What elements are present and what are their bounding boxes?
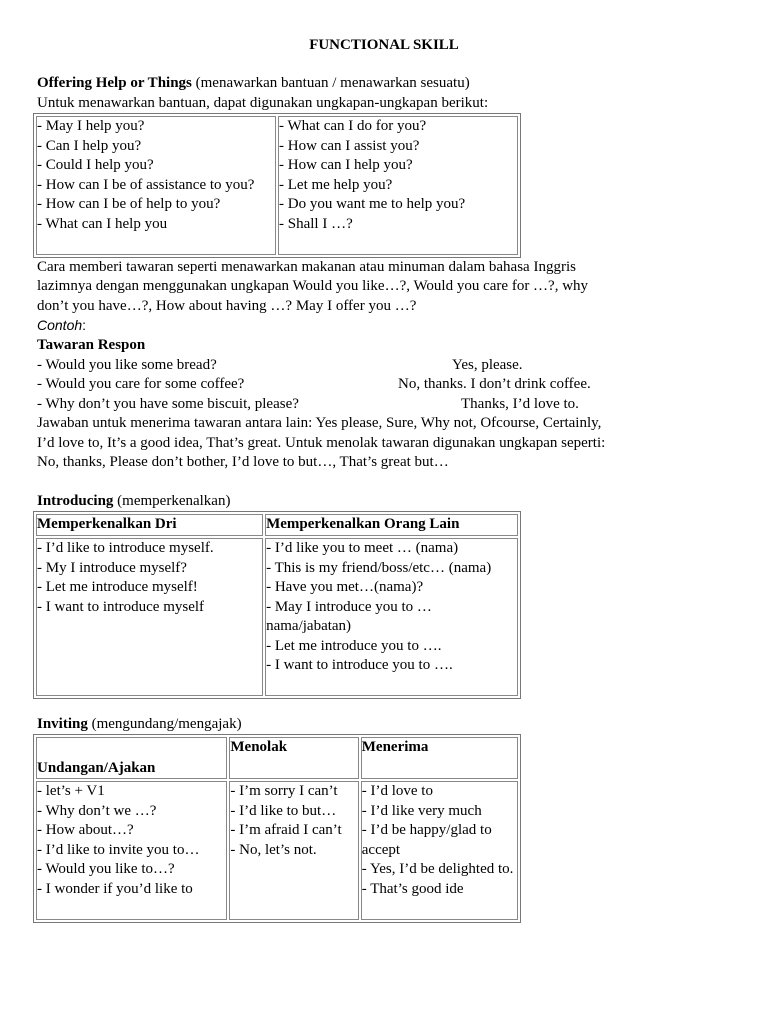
list-item: - I’d like to but… — [230, 802, 337, 819]
list-item: - Can I help you? — [37, 137, 142, 154]
inviting-heading-bold: Inviting — [37, 716, 88, 732]
list-item: - I’d like you to meet … (nama) — [266, 540, 459, 556]
inviting-heading — [37, 715, 242, 735]
answer-line-3: No, thanks, Please don’t bother, I’d love to but…, That’s great but… — [37, 454, 449, 470]
list-item: - I want to introduce you to …. — [266, 657, 453, 673]
offering-col1 — [36, 116, 276, 255]
introducing-heading-bold: Introducing — [37, 493, 114, 509]
list-item: - I wonder if you’d like to — [37, 880, 193, 897]
list-item: - Could I help you? — [37, 157, 154, 173]
example-response: No, thanks. I don’t drink coffee. — [398, 376, 591, 392]
example-offer: - Would you care for some coffee? — [37, 376, 245, 392]
inviting-col1-header: Undangan/Ajakan — [36, 737, 227, 779]
offering-table — [33, 113, 521, 258]
list-item: - Why don’t we …? — [37, 802, 157, 819]
list-item: - I’d like very much — [361, 802, 482, 819]
list-item: - How can I be of assistance to you? — [37, 176, 255, 193]
inviting-col2 — [229, 781, 358, 920]
list-item: - Yes, I’d be delighted to. — [361, 861, 514, 877]
list-item: - Let me help you? — [279, 176, 393, 193]
contoh-word: Contoh — [37, 317, 83, 333]
list-item: - How can I assist you? — [279, 137, 420, 154]
list-item: - May I help you? — [37, 118, 145, 134]
list-item: - I’d like to introduce myself. — [37, 540, 214, 556]
offering-col2 — [278, 116, 518, 255]
list-item: - What can I help you — [37, 215, 168, 232]
inviting-col1 — [36, 781, 227, 920]
offering-heading-bold: Offering Help or Things — [37, 75, 192, 91]
list-item: - Let me introduce myself! — [37, 579, 198, 595]
list-item: - I’m sorry I can’t — [230, 783, 338, 799]
list-item: - I’m afraid I can’t — [230, 822, 342, 838]
list-item: - I’d be happy/glad to accept — [361, 822, 492, 858]
list-item: - This is my friend/boss/etc… (nama) — [266, 559, 492, 576]
list-item: - No, let’s not. — [230, 841, 317, 858]
list-item: - Would you like to…? — [37, 861, 175, 877]
introducing-col1 — [36, 538, 263, 696]
contoh-label — [37, 316, 86, 337]
offering-para-2: lazimnya dengan menggunakan ungkapan Would you like…?, Would you care for …?, why — [37, 278, 589, 294]
list-item: - I want to introduce myself — [37, 598, 205, 615]
offering-intro: Untuk menawarkan bantuan, dapat digunakan ungkapan-ungkapan berikut: — [37, 95, 489, 111]
introducing-table — [33, 511, 521, 699]
list-item: - How can I be of help to you? — [37, 196, 221, 212]
inviting-table — [33, 734, 521, 923]
answer-line-2: I’d love to, It’s a good idea, That’s great. Untuk menolak tawaran digunakan ungkapan seperti: — [37, 435, 606, 451]
contoh-colon: : — [82, 317, 87, 333]
introducing-heading — [37, 492, 230, 512]
list-item: - That’s good ide — [361, 880, 464, 897]
example-response: Thanks, I’d love to. — [461, 396, 579, 412]
offering-heading-note: (menawarkan bantuan / menawarkan sesuatu) — [191, 75, 470, 91]
inviting-heading-note: (mengundang/mengajak) — [87, 716, 242, 732]
list-item: - Have you met…(nama)? — [266, 579, 424, 595]
inviting-col3 — [361, 781, 518, 920]
example-offer: - Why don’t you have some biscuit, please? — [37, 396, 299, 412]
introducing-heading-note: (memperkenalkan) — [113, 493, 231, 509]
introducing-col1-header: Memperkenalkan Dri — [36, 514, 263, 536]
list-item: - let’s + V1 — [37, 783, 105, 799]
tawaran-respon-header: Tawaran Respon — [37, 337, 146, 353]
introducing-col2-header: Memperkenalkan Orang Lain — [265, 514, 518, 536]
page-title: FUNCTIONAL SKILL — [309, 37, 459, 53]
example-offer: - Would you like some bread? — [37, 357, 217, 373]
list-item: - I’d love to — [361, 783, 433, 799]
offering-para-3: don’t you have…?, How about having …? May I offer you …? — [37, 298, 417, 314]
example-response: Yes, please. — [452, 357, 523, 373]
list-item: - How can I help you? — [279, 157, 413, 173]
list-item: - Let me introduce you to …. — [266, 637, 442, 654]
introducing-col2 — [265, 538, 518, 696]
answer-line-1: Jawaban untuk menerima tawaran antara lain: Yes please, Sure, Why not, Ofcourse, Certainly, — [37, 415, 602, 431]
list-item: - I’d like to invite you to… — [37, 841, 200, 858]
list-item: - What can I do for you? — [279, 118, 427, 134]
inviting-col3-header: Menerima — [361, 737, 518, 779]
list-item: - My I introduce myself? — [37, 559, 187, 576]
offering-heading — [37, 74, 470, 94]
inviting-col2-header: Menolak — [229, 737, 358, 779]
list-item: - May I introduce you to … nama/jabatan) — [266, 598, 432, 634]
list-item: - How about…? — [37, 822, 134, 838]
list-item: - Shall I …? — [279, 215, 353, 232]
list-item: - Do you want me to help you? — [279, 196, 466, 212]
offering-para-1: Cara memberi tawaran seperti menawarkan makanan atau minuman dalam bahasa Inggris — [37, 259, 576, 275]
